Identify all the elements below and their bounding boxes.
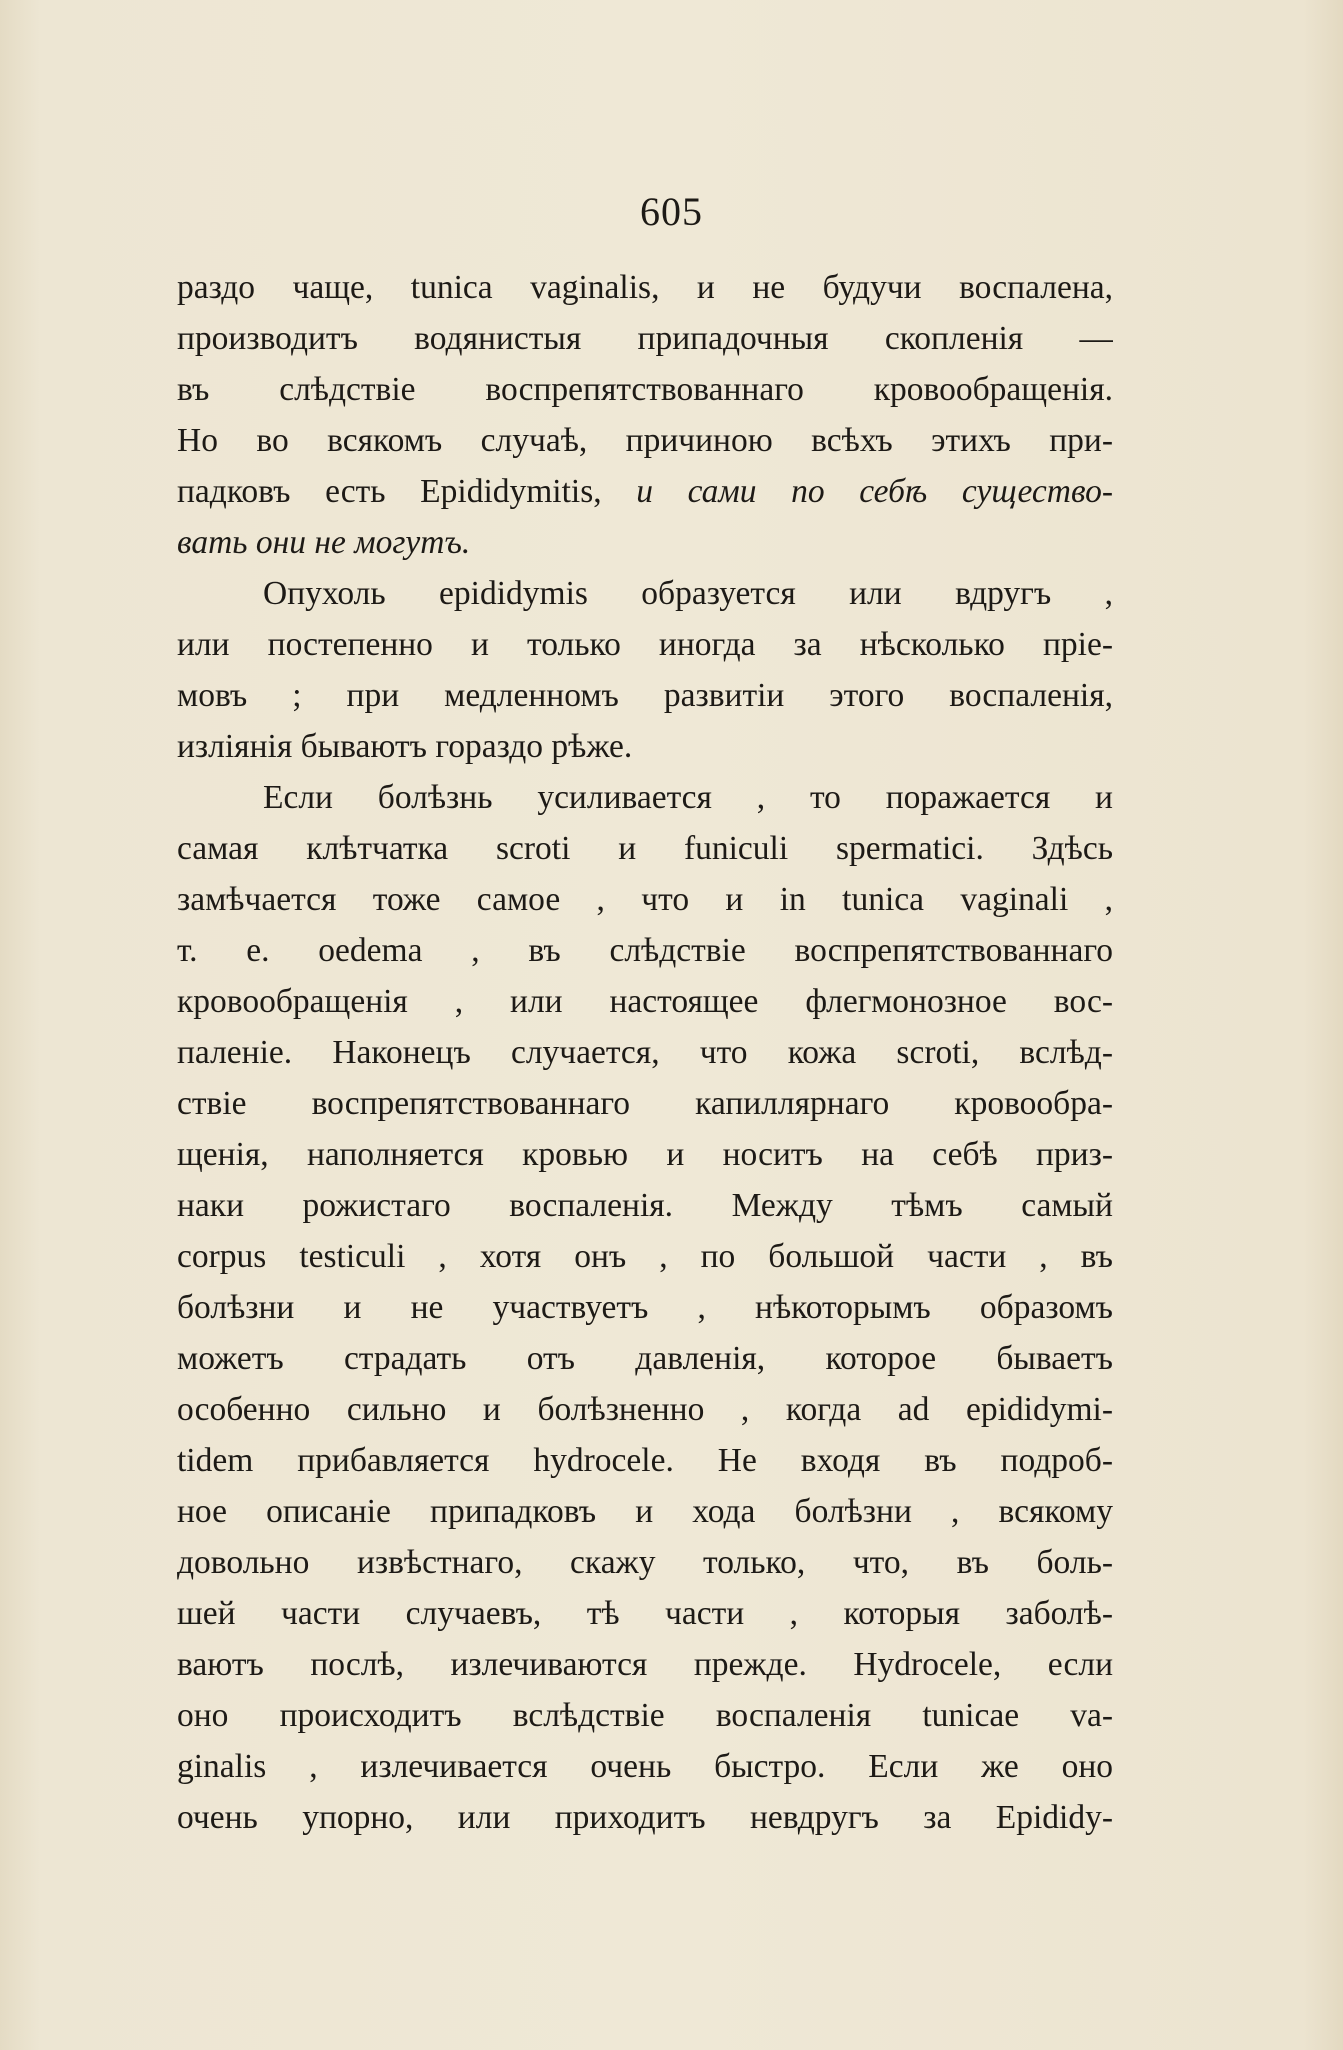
text-line bbox=[177, 1027, 1113, 1078]
text-line bbox=[177, 1384, 1113, 1435]
text-line bbox=[177, 1792, 1113, 1843]
line-text: шей части случаевъ, тѣ части , которыя заболѣ- bbox=[177, 1595, 1113, 1632]
line-text: очень упорно, или приходитъ невдругъ за Epididy- bbox=[177, 1799, 1113, 1836]
text-line bbox=[177, 823, 1113, 874]
line-text: замѣчается тоже самое , что и in tunica vaginali , bbox=[177, 881, 1113, 918]
text-line bbox=[177, 364, 1113, 415]
text-line bbox=[177, 1690, 1113, 1741]
line-text: раздо чаще, tunica vaginalis, и не будучи воспалена, bbox=[177, 269, 1113, 306]
text-line bbox=[177, 670, 1113, 721]
text-line bbox=[177, 1129, 1113, 1180]
line-text: щенія, наполняется кровью и носитъ на себѣ приз- bbox=[177, 1136, 1113, 1173]
line-text: производитъ водянистыя припадочныя скопленія — bbox=[177, 320, 1113, 357]
line-text: ваютъ послѣ, излечиваются прежде. Hydrocele, если bbox=[177, 1646, 1113, 1683]
text-line bbox=[177, 517, 1113, 568]
line-text: особенно сильно и болѣзненно , когда ad epididymi- bbox=[177, 1391, 1113, 1428]
text-line bbox=[177, 1588, 1113, 1639]
text-line bbox=[177, 1231, 1113, 1282]
text-line bbox=[177, 976, 1113, 1027]
line-text: т. е. oedema , въ слѣдствіе воспрепятствованнаго bbox=[177, 932, 1113, 969]
text-line bbox=[177, 874, 1113, 925]
line-text: Опухоль epididymis образуется или вдругъ , bbox=[263, 575, 1113, 612]
line-text: ное описаніе припадковъ и хода болѣзни , всякому bbox=[177, 1493, 1113, 1530]
line-text: болѣзни и не участвуетъ , нѣкоторымъ образомъ bbox=[177, 1289, 1113, 1326]
text-line bbox=[177, 262, 1113, 313]
text-line bbox=[177, 772, 1113, 823]
body-text bbox=[177, 262, 1113, 1843]
line-text: паленіе. Наконецъ случается, что кожа scroti, вслѣд- bbox=[177, 1034, 1113, 1071]
text-line bbox=[177, 1537, 1113, 1588]
text-line bbox=[177, 415, 1113, 466]
line-text: самая клѣтчатка scroti и funiculi spermatici. Здѣсь bbox=[177, 830, 1113, 867]
text-line bbox=[177, 1639, 1113, 1690]
line-text: наки рожистаго воспаленія. Между тѣмъ самый bbox=[177, 1187, 1113, 1224]
line-text: въ слѣдствіе воспрепятствованнаго кровообращенія. bbox=[177, 371, 1113, 408]
text-line bbox=[177, 1741, 1113, 1792]
line-italic-text: и сами по себѣ существо- bbox=[636, 473, 1113, 510]
line-italic-text: вать они не могутъ. bbox=[177, 524, 471, 561]
line-text: tidem прибавляется hydrocele. Не входя въ подроб- bbox=[177, 1442, 1113, 1479]
line-text: довольно извѣстнаго, скажу только, что, въ боль- bbox=[177, 1544, 1113, 1581]
line-text: ginalis , излечивается очень быстро. Если же оно bbox=[177, 1748, 1113, 1785]
text-line bbox=[177, 568, 1113, 619]
line-text: изліянія бываютъ гораздо рѣже. bbox=[177, 728, 633, 765]
text-line bbox=[177, 925, 1113, 976]
page-number: 605 bbox=[640, 189, 703, 234]
text-line bbox=[177, 1435, 1113, 1486]
line-text: Если болѣзнь усиливается , то поражается и bbox=[263, 779, 1113, 816]
line-text: corpus testiculi , хотя онъ , по большой части , въ bbox=[177, 1238, 1113, 1275]
line-text: ствіе воспрепятствованнаго капиллярнаго кровообра- bbox=[177, 1085, 1113, 1122]
line-text: оно происходитъ вслѣдствіе воспаленія tunicae va- bbox=[177, 1697, 1113, 1734]
text-line bbox=[177, 1486, 1113, 1537]
text-line bbox=[177, 1180, 1113, 1231]
line-text: Но во всякомъ случаѣ, причиною всѣхъ этихъ при- bbox=[177, 422, 1113, 459]
line-text: кровообращенія , или настоящее флегмонозное вос- bbox=[177, 983, 1113, 1020]
text-line bbox=[177, 1282, 1113, 1333]
text-line bbox=[177, 466, 1113, 517]
line-text: можетъ страдать отъ давленія, которое бываетъ bbox=[177, 1340, 1113, 1377]
text-line bbox=[177, 313, 1113, 364]
text-line bbox=[177, 1078, 1113, 1129]
line-text: падковъ есть Epididymitis, bbox=[177, 473, 602, 510]
text-line bbox=[177, 721, 1113, 772]
line-text: мовъ ; при медленномъ развитіи этого воспаленія, bbox=[177, 677, 1113, 714]
line-text: или постепенно и только иногда за нѣсколько пріе- bbox=[177, 626, 1113, 663]
text-line bbox=[177, 1333, 1113, 1384]
text-line bbox=[177, 619, 1113, 670]
